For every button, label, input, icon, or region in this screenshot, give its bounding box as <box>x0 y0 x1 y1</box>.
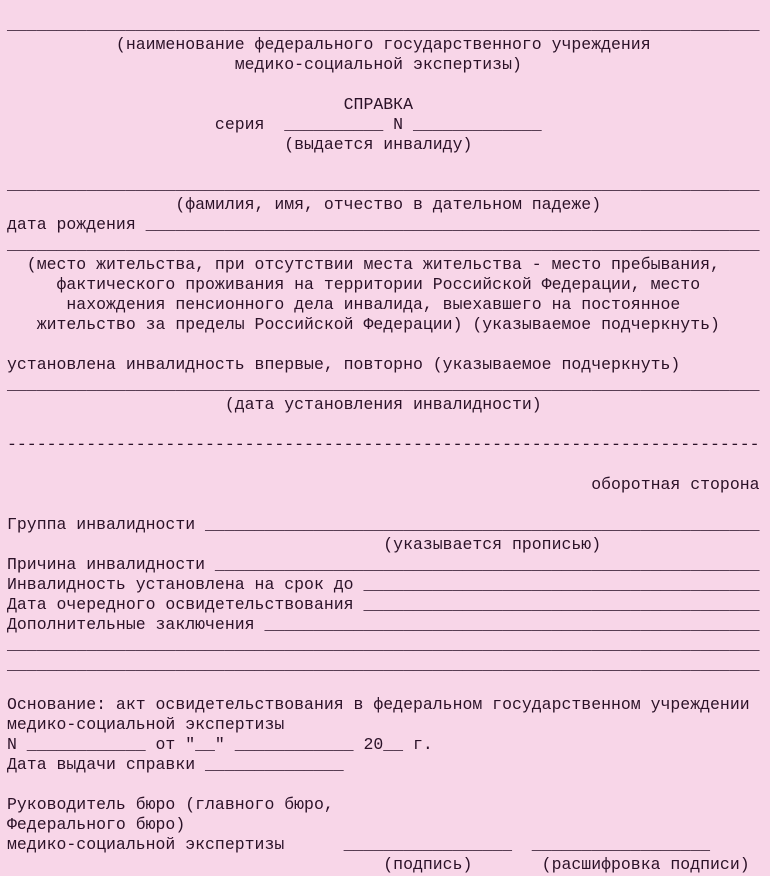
additional-conclusions-blank-line2: ____________________________________________________________________________ <box>7 655 760 674</box>
act-number-and-date-field: N ____________ от "__" ____________ 20__ г. <box>7 735 433 754</box>
address-hint-line2: фактического проживания на территории Российской Федерации, место <box>7 275 701 294</box>
address-blank-field: ____________________________________________________________________________ <box>7 235 760 254</box>
series-and-number-fields: серия __________ N _____________ <box>7 115 542 134</box>
full-name-blank-field: ____________________________________________________________________________ <box>7 175 760 194</box>
birth-date-field: дата рождения ______________________________________________________________ <box>7 215 760 234</box>
spacer <box>7 155 770 175</box>
disability-group-field: Группа инвалидности ________________________________________________________ <box>7 515 760 534</box>
address-hint-line1: (место жительства, при отсутствии места жительства - место пребывания, <box>7 255 720 274</box>
spacer <box>7 675 770 695</box>
spacer <box>7 415 770 435</box>
bureau-head-line1: Руководитель бюро (главного бюро, <box>7 795 334 814</box>
spacer <box>7 495 770 515</box>
institution-name-blank-field: ____________________________________________________________________________ <box>7 15 760 34</box>
spacer <box>7 335 770 355</box>
address-hint-line3: нахождения пенсионного дела инвалида, выехавшего на постоянное <box>7 295 681 314</box>
address-hint-line4: жительство за пределы Российской Федерации) (указываемое подчеркнуть) <box>7 315 720 334</box>
bureau-head-line2: Федерального бюро) <box>7 815 186 834</box>
certificate-issue-date-field: Дата выдачи справки ______________ <box>7 755 344 774</box>
institution-name-hint-line1: (наименование федерального государственного учреждения <box>7 35 651 54</box>
institution-name-hint-line2: медико-социальной экспертизы) <box>7 55 522 74</box>
cut-separator-line: ---------------------------------------------------------------------------- <box>7 435 760 454</box>
basis-line2: медико-социальной экспертизы <box>7 715 285 734</box>
additional-conclusions-field: Дополнительные заключения __________________________________________________ <box>7 615 760 634</box>
spacer <box>7 455 770 475</box>
full-name-hint: (фамилия, имя, отчество в дательном падеже) <box>7 195 602 214</box>
issued-to-hint: (выдается инвалиду) <box>7 135 473 154</box>
spacer <box>7 75 770 95</box>
disability-group-hint: (указывается прописью) <box>7 535 602 554</box>
disability-cause-field: Причина инвалидности _______________________________________________________ <box>7 555 760 574</box>
spacer <box>7 775 770 795</box>
bureau-head-signature-fields: медико-социальной экспертизы _________________ __________________ <box>7 835 711 854</box>
disability-term-field: Инвалидность установлена на срок до ________________________________________ <box>7 575 760 594</box>
first-time-or-repeat-line: установлена инвалидность впервые, повторно (указываемое подчеркнуть) <box>7 355 681 374</box>
establishment-date-hint: (дата установления инвалидности) <box>7 395 542 414</box>
establishment-date-blank-field: ____________________________________________________________________________ <box>7 375 760 394</box>
reverse-side-label: оборотная сторона <box>7 475 760 494</box>
basis-line1: Основание: акт освидетельствования в федеральном государственном учреждении <box>7 695 750 714</box>
next-examination-date-field: Дата очередного освидетельствования ________________________________________ <box>7 595 760 614</box>
document-title: СПРАВКА <box>7 95 413 114</box>
signature-hints: (подпись) (расшифровка подписи) <box>7 855 750 874</box>
additional-conclusions-blank-line1: ____________________________________________________________________________ <box>7 635 760 654</box>
